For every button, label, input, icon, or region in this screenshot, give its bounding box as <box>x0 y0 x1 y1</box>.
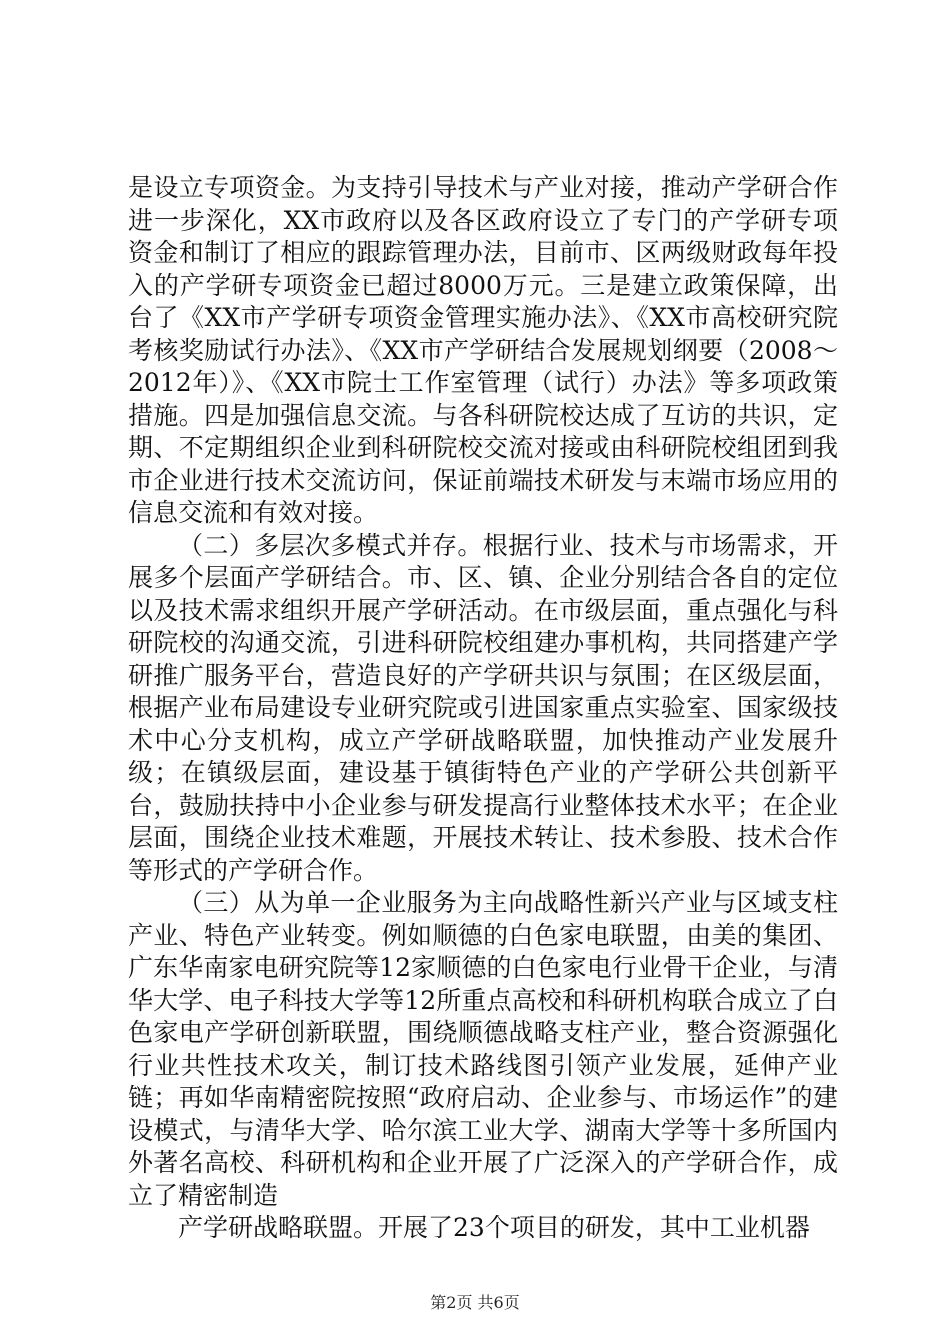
paragraph-3: （三）从为单一企业服务为主向战略性新兴产业与区域支柱产业、特色产业转变。例如顺德的白色家电联盟，由美的集团、广东华南家电研究院等12家顺德的白色家电行业骨干企业，与清华大学、电子科技大学等12所重点高校和科研机构联合成立了白色家电产学研创新联盟，围绕顺德战略支柱产业，整合资源强化行业共性技术攻关，制订技术路线图引领产业发展，延伸产业链；再如华南精密院按照“政府启动、企业参与、市场运作”的建设模式，与清华大学、哈尔滨工业大学、湖南大学等十多所国内外著名高校、科研机构和企业开展了广泛深入的产学研合作，成立了精密制造 <box>128 888 838 1210</box>
page-number-footer: 第2页 共6页 <box>430 1293 520 1312</box>
paragraph-4: 产学研战略联盟。开展了23个项目的研发，其中工业机器 <box>178 1213 810 1242</box>
paragraph-1: 是设立专项资金。为支持引导技术与产业对接，推动产学研合作进一步深化，XX市政府以及各区政府设立了专门的产学研专项资金和制订了相应的跟踪管理办法，目前市、区两级财政每年投入的产学研专项资金已超过8000万元。三是建立政策保障，出台了《XX市产学研专项资金管理实施办法》、《XX市高校研究院考核奖励试行办法》、《XX市产学研结合发展规划纲要（2008～2012年）》、《XX市院士工作室管理（试行）办法》等多项政策措施。四是加强信息交流。与各科研院校达成了互访的共识，定期、不定期组织企业到科研院校交流对接或由科研院校组团到我市企业进行技术交流访问，保证前端技术研发与末端市场应用的信息交流和有效对接。 <box>128 173 838 527</box>
document-body <box>128 172 838 1245</box>
paragraph-2: （二）多层次多模式并存。根据行业、技术与市场需求，开展多个层面产学研结合。市、区、镇、企业分别结合各自的定位以及技术需求组织开展产学研活动。在市级层面，重点强化与科研院校的沟通交流，引进科研院校组建办事机构，共同搭建产学研推广服务平台，营造良好的产学研共识与氛围；在区级层面，根据产业布局建设专业研究院或引进国家重点实验室、国家级技术中心分支机构，成立产学研战略联盟，加快推动产业发展升级；在镇级层面，建设基于镇街特色产业的产学研公共创新平台，鼓励扶持中小企业参与研发提高行业整体技术水平；在企业层面，围绕企业技术难题，开展技术转让、技术参股、技术合作等形式的产学研合作。 <box>128 530 838 885</box>
